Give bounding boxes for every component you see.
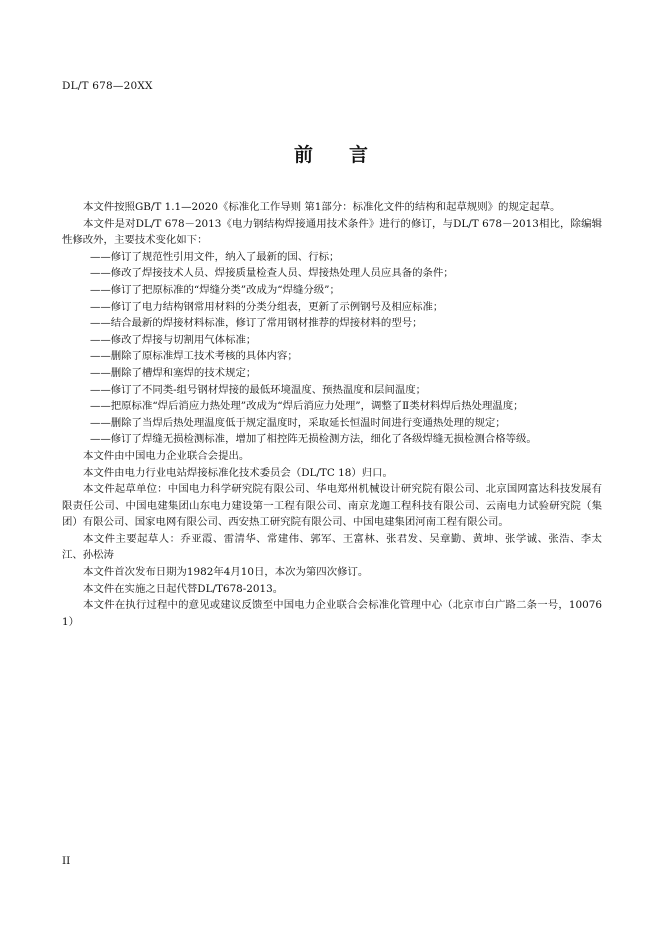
paragraph-first-release: 本文件首次发布日期为1982年4月10日，本次为第四次修订。: [83, 566, 369, 579]
change-item: ——把原标准“焊后消应力热处理”改成为“焊后消应力处理”，调整了Ⅱ类材料焊后热处理温度；: [90, 400, 524, 413]
change-item: ——删除了槽焊和塞焊的技术规定；: [90, 366, 257, 379]
paragraph-replaces: 本文件在实施之日起代替DL/T678-2013。: [83, 582, 284, 595]
change-item: ——修订了规范性引用文件，纳入了最新的国、行标；: [90, 250, 340, 263]
page-number: II: [62, 855, 71, 867]
paragraph-feedback: 本文件在执行过程中的意见或建议反馈至中国电力企业联合会标准化管理中心（北京市白广路二条一号，100761）: [62, 599, 602, 628]
paragraph-revision-intro: 本文件是对DL/T 678－2013《电力钢结构焊接通用技术条件》进行的修订，与DL/T 678－2013相比，除编辑性修改外，主要技术变化如下：: [62, 217, 602, 247]
change-item: ——修订了焊缝无损检测标准，增加了相控阵无损检测方法，细化了各级焊缝无损检测合格等级。: [90, 433, 537, 446]
paragraph-drafting-units: 本文件起草单位：中国电力科学研究院有限公司、华电郑州机械设计研究院有限公司、北京国网富达科技发展有限责任公司、中国电建集团山东电力建设第一工程有限公司、南京龙迦工程科技有限公司、云南电力试验研究院（集团）有限公司、国家电网有限公司、西安热工研究院有限公司、中国电建集团河南工程有限公司。: [62, 483, 602, 529]
document-code: DL/T 678—20XX: [62, 80, 153, 92]
change-item: ——修订了电力结构钢常用材料的分类分组表，更新了示例钢号及相应标准；: [90, 300, 444, 313]
change-item: ——修订了把原标准的“焊缝分类”改成为“焊缝分级”；: [90, 283, 340, 296]
title-char-2: 言: [349, 144, 369, 166]
paragraph-proposer: 本文件由中国电力企业联合会提出。: [83, 449, 250, 462]
change-item: ——删除了原标准焊工技术考核的具体内容；: [90, 350, 298, 363]
page-title: [0, 140, 662, 167]
change-item: ——修改了焊接与切割用气体标准；: [90, 333, 257, 346]
change-item: ——修订了不同类-组号钢材焊接的最低环境温度、预热温度和层间温度；: [90, 383, 427, 396]
title-char-1: 前: [293, 144, 313, 166]
change-item: ——结合最新的焊接材料标准，修订了常用钢材推荐的焊接材料的型号；: [90, 317, 423, 330]
change-item: ——删除了当焊后热处理温度低于规定温度时，采取延长恒温时间进行变通热处理的规定；: [90, 416, 506, 429]
paragraph-drafters: 本文件主要起草人：乔亚霞、雷清华、常建伟、郭军、王富林、张君发、吴章勤、黄坤、张学诚、张浩、李太江、孙松涛: [62, 532, 602, 562]
foreword-body: [62, 199, 602, 630]
paragraph-committee: 本文件由电力行业电站焊接标准化技术委员会（DL/TC 18）归口。: [83, 466, 393, 479]
change-item: ——修改了焊接技术人员、焊接质量检查人员、焊接热处理人员应具备的条件；: [90, 267, 454, 280]
paragraph-drafting-rules: 本文件按照GB/T 1.1—2020《标准化工作导则 第1部分：标准化文件的结构和起草规则》的规定起草。: [83, 201, 561, 213]
